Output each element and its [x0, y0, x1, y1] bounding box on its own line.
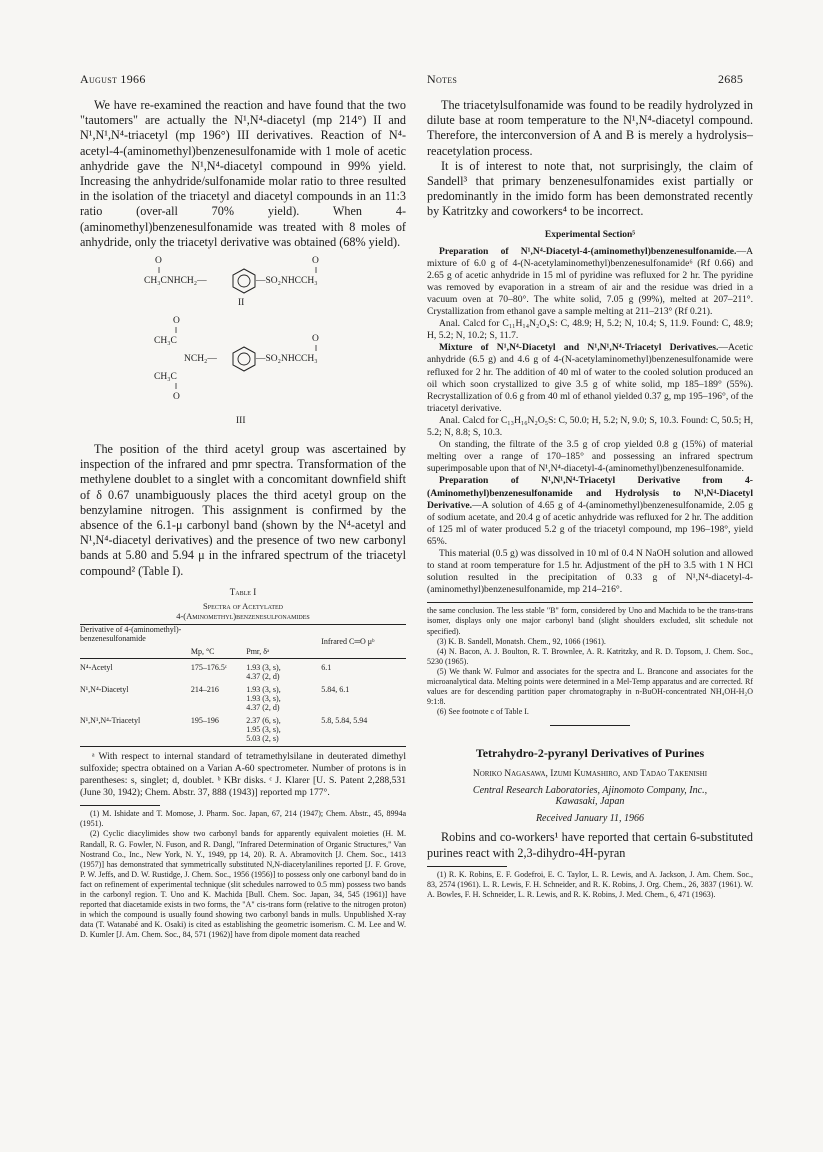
imide-nitrogen: NCH₂— — [184, 354, 217, 365]
article-affiliation-1: Central Research Laboratories, Ajinomoto Company, Inc., — [472, 785, 708, 797]
assignment-paragraph: The position of the third acetyl group was ascertained by inspection of the infrared and pmr spectra. Transformation of the methylene doublet to a singlet with a concomitant downfield shift of δ 0.67 unambiguously places the third acetyl group on the benzylamine nitrogen. This assignment is confirmed by the absence of the 6.1-μ carbonyl band (shown by the N⁴-acetyl and N¹,N⁴-diacetyl derivatives) and the presence of two new carbonyl bands at 5.80 and 5.94 μ in the infrared spectrum of the triacetyl compound² (Table I). — [80, 442, 406, 578]
cell-derivative: N¹,N⁴-Diacetyl — [80, 684, 129, 694]
col-header-pmr: Pmr, δᵃ — [246, 646, 270, 656]
structure-III — [80, 316, 406, 436]
article-affiliation-2: Kawasaki, Japan — [555, 796, 625, 808]
left-column — [80, 98, 406, 940]
cell-pmr: 1.93 (3, s), 4.37 (2, d) — [246, 662, 281, 681]
table-row — [80, 681, 406, 712]
table-title-line2: 4-(Aminomethyl)benzenesulfonamides — [176, 610, 310, 621]
experimental-2: Mixture of N¹,N⁴-Diacetyl and N¹,N¹,N⁴-Triacetyl Derivatives.—Acetic anhydride (6.5 g) and 4.6 g of 4-(N-acetylaminomethyl)benzenesulfonamide were refluxed for 2 hr. The addition of 40 ml of water to the cooled solution produced an oil which soon crystallized to give 3.5 g of white solid, mp 185–189° (55%). Recrystallization of 0.6 g from 40 ml of ethanol yielded 0.37 g, mp 195–196°, of the triacetyl derivative. — [427, 342, 753, 414]
structure-label-II: II — [238, 298, 245, 309]
carbonyl-o: O — [173, 392, 180, 403]
carbonyl-o: O — [312, 334, 319, 345]
carbonyl-o: O — [173, 316, 180, 327]
col-header-mp: Mp, °C — [190, 646, 215, 656]
article-received: Received January 11, 1966 — [535, 813, 645, 825]
article-footnote-1: (1) R. K. Robins, E. F. Godefroi, E. C. Taylor, L. R. Lewis, and A. Jackson, J. Am. Chem. Soc., 83, 2574 (1961). L. R. Lewis, F. H. Schneider, and R. K. Robins, J. Org. Chem., 26, 3837 (1961). W. A. Bowles, F. H. Schneider, L. R. Lewis, and R. K. Robins, J. Med. Chem., 6, 471 (1963). — [427, 869, 753, 899]
structure-right-fragment: —SO₂NHCCH₃ — [256, 354, 318, 365]
double-bond: ‖ — [175, 326, 178, 336]
running-head-date: August 1966 — [80, 72, 146, 86]
experimental-2b: On standing, the filtrate of the 3.5 g of crop yielded 0.8 g (15%) of material melting over a range of 170–185° and possessing an infrared spectrum superimposable upon that of N¹,N⁴-diacetyl-4-(aminomethyl)benzenesulfonamide. — [427, 439, 753, 475]
double-bond: ‖ — [175, 382, 178, 392]
cell-derivative: N¹,N¹,N⁴-Triacetyl — [80, 715, 141, 725]
article-title: Tetrahydro-2-pyranyl Derivatives of Purines — [475, 746, 705, 761]
col-header-derivative: Derivative of 4-(aminomethyl)-benzenesulfonamide — [80, 624, 182, 643]
table-footnote: ᵃ With respect to internal standard of tetramethylsilane in deuterated dimethyl sulfoxide; spectra obtained on a Varian A-60 spectrometer. Number of protons is in parentheses: s, singlet; d, doublet. ᵇ KBr disks. ᶜ J. Klarer [U. S. Patent 2,288,531 (June 30, 1942); Chem. Abstr. 37, 888 (1943)] reported mp 177°. — [80, 750, 406, 799]
table-I — [80, 587, 406, 799]
running-head-section: Notes — [427, 72, 458, 86]
cell-derivative: N⁴-Acetyl — [80, 662, 113, 672]
acetyl-top: CH₃C — [154, 336, 177, 347]
cell-pmr: 2.37 (6, s), 1.95 (3, s), 5.03 (2, s) — [246, 715, 281, 743]
experimental-3: Preparation of N¹,N¹,N⁴-Triacetyl Derivative from 4-(Aminomethyl)benzenesulfonamide and Hydrolysis to N¹,N⁴-Diacetyl Derivative.—A solution of 4.65 g of 4-(aminomethyl)benzenesulfonamide, 2.05 g of sodium acetate, and 20.4 g of acetic anhydride was refluxed for 2 hr. The addition of 125 ml of water produced 5.2 g of the triacetyl compound, mp 196–198°, yield 65%. — [427, 475, 753, 547]
cell-pmr: 1.93 (3, s), 1.93 (3, s), 4.37 (2, d) — [246, 684, 281, 712]
right-column — [427, 98, 753, 900]
structure-label-III: III — [236, 416, 246, 427]
spectra-table — [80, 625, 406, 747]
structure-right-fragment: —SO₂NHCCH₃ — [256, 276, 318, 287]
double-bond: ‖ — [315, 344, 318, 354]
acetyl-bottom: CH₃C — [154, 372, 177, 383]
footnote-3: (3) K. B. Sandell, Monatsh. Chem., 92, 1066 (1961). — [437, 636, 606, 646]
table-row — [80, 712, 406, 743]
footnote-2-continued: the same conclusion. The less stable "B" form, considered by Uno and Machida to be the trans-trans isomer, displays only one major carbonyl band (slight shoulders excluded, slit schedule not specified). — [427, 606, 753, 636]
carbonyl-o: O — [312, 256, 319, 267]
table-title-line1: Spectra of Acetylated — [203, 600, 283, 611]
cell-mp: 175–176.5ᶜ — [190, 662, 227, 672]
article-opening: Robins and co-workers¹ have reported that certain 6-substituted purines react with 2,3-dihydro-4H-pyran — [427, 830, 753, 860]
experimental-3b: This material (0.5 g) was dissolved in 10 ml of 0.4 N NaOH solution and allowed to stand at room temperature for 1.5 hr. Adjustment of the pH to 3.5 with 1 N HCl solution resulted in the precipitation of 0.33 g of N¹,N⁴-diacetyl-4-(aminomethyl)benzenesulfonamide, mp 214–216°. — [427, 547, 753, 596]
experimental-1: Preparation of N¹,N⁴-Diacetyl-4-(aminomethyl)benzenesulfonamide.—A mixture of 6.0 g of 4-(N-acetylaminomethyl)benzenesulfonamide⁶ (Rf 0.66) and 2.65 g of acetic anhydride in 15 ml of pyridine was refluxed for 2 hr. The pyridine was removed by evaporation in a stream of air and the residue was dried in a vacuum oven at 70–80°. The white solid, 7.05 g (99%), melted at 207–211°. Crystallization from ethanol gave a sample melting at 211–213° (Rf 0.21). — [427, 245, 753, 318]
footnote-1: (1) M. Ishidate and T. Momose, J. Pharm. Soc. Japan, 67, 214 (1947); Chem. Abstr., 45, 8994a (1951). — [80, 809, 406, 829]
intro-paragraph: We have re-examined the reaction and have found that the two "tautomers" are actually the N¹,N⁴-diacetyl (mp 214°) II and N¹,N¹,N⁴-triacetyl (mp 196°) III derivatives. Reaction of N⁴-acetyl-4-(aminomethyl)benzenesulfonamide with 1 mole of acetic anhydride gave the N¹,N⁴-diacetyl compound in 99% yield. Increasing the anhydride/sulfonamide molar ratio to three resulted in the isolation of the triacetyl and diacetyl compounds in an 11:3 ratio (over-all 70% yield). When 4-(aminomethyl)benzenesulfonamide was treated with 8 moles of anhydride, only the triacetyl derivative was obtained (68% yield). — [80, 98, 406, 249]
structure-left-fragment: CH₃CNHCH₂— — [144, 276, 207, 287]
article-authors: Noriko Nagasawa, Izumi Kumashiro, and Tadao Takenishi — [472, 769, 708, 780]
structure-II — [80, 256, 406, 314]
carbonyl-o: O — [155, 256, 162, 267]
double-bond: ‖ — [315, 266, 318, 276]
table-row — [80, 659, 406, 681]
hydrolysis-paragraph: The triacetylsulfonamide was found to be readily hydrolyzed in dilute base at room temperature to the N¹,N⁴-diacetyl compound. Therefore, the interconversion of A and B is merely a hydrolysis–reacetylation process. — [427, 98, 753, 158]
cell-ir: 5.84, 6.1 — [321, 684, 350, 694]
cell-ir: 6.1 — [321, 662, 332, 672]
double-bond: ‖ — [158, 266, 161, 276]
benzene-ring-icon — [231, 268, 257, 294]
benzene-ring-icon — [231, 346, 257, 372]
analysis-2: Anal. Calcd for C₁₃H₁₆N₂O₅S: C, 50.0; H, 5.2; N, 9.0; S, 10.3. Found: C, 50.5; H, 5.2; N, 8.8; S, 10.3. — [427, 414, 753, 439]
footnote-2: (2) Cyclic diacylimides show two carbonyl bands for apparently equivalent moieties (H. M. Randall, R. G. Fowler, N. Fuson, and R. Dangl, "Infrared Determination of Organic Structures," Van Nostrand Co., Inc., New York, N. Y., 1949, pp 14, 20). R. A. Abramovitch [J. Chem. Soc., 1413 (1957)] has demonstrated that symmetrically substituted N,N-diacetylanilines reported [J. F. Grove, P. W. Jeffs, and D. W. Rustidge, J. Chem. Soc., 1956 (1956)] to possess only one carbonyl band do in fact on refinement of experimental technique (slit schedules narrowed to 0.5 mm) possess two bands in the carbonyl region. T. Uno and K. Machida [Bull. Chem. Soc. Japan, 34, 545 (1961)] have reported that diacetamide exists in two forms, the "A" cis-trans form (relative to the nitrogen proton) in which the compound is usually found showing two carbonyl bands in mulls. Unpublished X-ray data (T. Watanabé and K. Osaki) is cited as establishing the geometric isomerism. C. M. Lee and W. D. Kumler [J. Am. Chem. Soc., 84, 571 (1962)] have from dipole moment data reached — [80, 829, 406, 940]
cell-mp: 214–216 — [190, 684, 219, 694]
footnote-6: (6) See footnote c of Table I. — [437, 707, 529, 717]
table-label: Table I — [229, 586, 257, 597]
experimental-heading: Experimental Section⁵ — [544, 229, 636, 240]
analysis-1: Anal. Calcd for C₁₁H₁₄N₂O₄S: C, 48.9; H, 5.2; N, 10.4; S, 11.9. Found: C, 48.9; H, 5.2; N, 10.2; S, 11.7. — [427, 318, 753, 342]
sandell-paragraph: It is of interest to note that, not surprisingly, the claim of Sandell³ that primary benzenesulfonamides exist partially or predominantly in the imido form has been demonstrated recently by Katritzky and coworkers⁴ to be incorrect. — [427, 158, 753, 219]
cell-ir: 5.8, 5.84, 5.94 — [321, 715, 368, 725]
table-header-row — [80, 625, 406, 656]
cell-mp: 195–196 — [190, 715, 219, 725]
col-header-ir: Infrared C═O μᵇ — [321, 636, 375, 646]
page-number: 2685 — [718, 72, 744, 86]
footnote-4: (4) N. Bacon, A. J. Boulton, R. T. Brownlee, A. R. Katritzky, and R. D. Topsom, J. Chem. Soc., 5230 (1965). — [427, 646, 753, 666]
footnote-5: (5) We thank W. Fulmor and associates for the spectra and L. Brancone and associates for the microanalytical data. Melting points were determined in a Mel-Temp apparatus and are corrected. Rf values are for descending partition paper chromatography in n-BuOH-concentrated NH₄OH-H₂O 9:1:8. — [427, 666, 753, 707]
